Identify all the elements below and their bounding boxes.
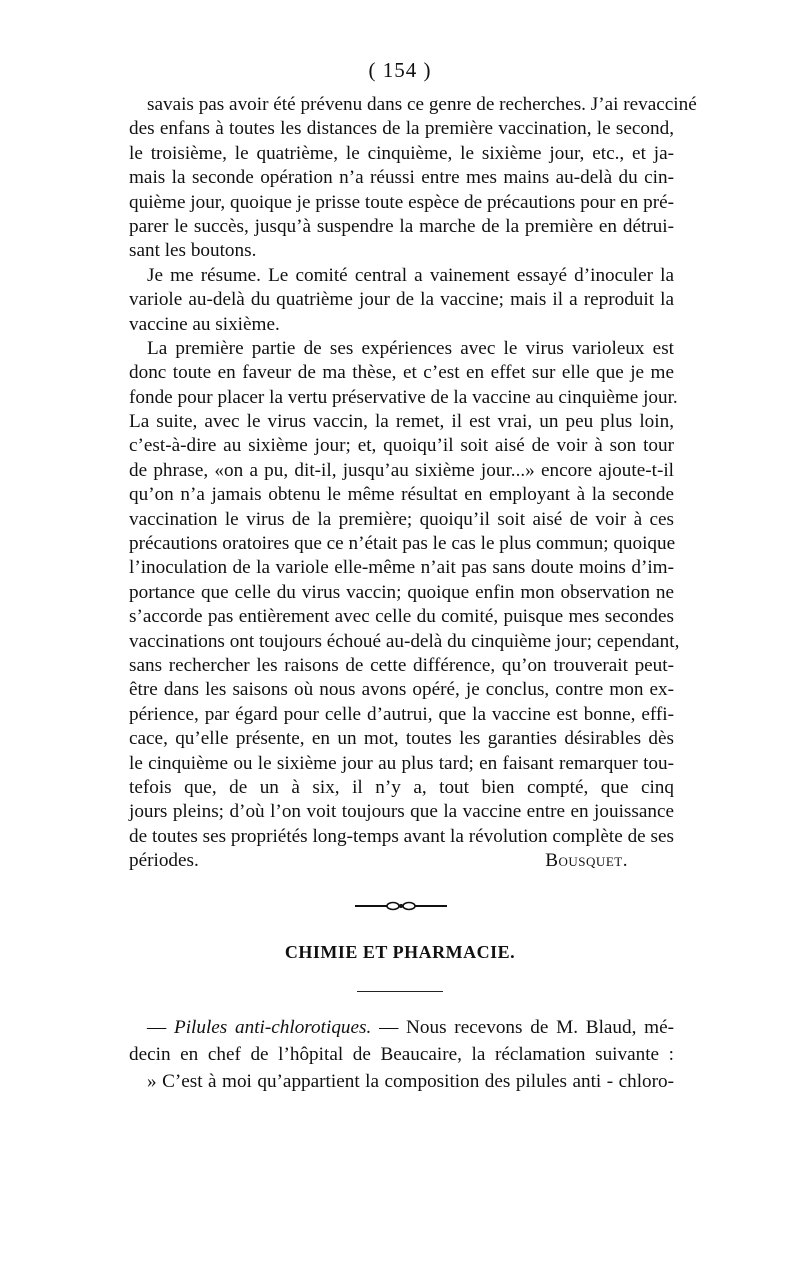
text-line: Je me résume. Le comité central a vainement essayé d’inoculer la [147,264,674,286]
text-line: vaccination le virus de la première; quoiqu’il soit aisé de voir à ces [129,508,674,530]
text-line: le cinquième ou le sixième jour au plus tard; en faisant remarquer tou- [129,752,674,774]
text-line: être dans les saisons où nous avons opéré, je conclus, contre mon ex- [129,679,674,701]
text-line: tefois que, de un à six, il n’y a, tout bien compté, que cinq [129,776,674,798]
text-line: c’est-à-dire au sixième jour; et, quoiqu’il soit aisé de voir à son tour [129,435,674,457]
text-line: vaccinations ont toujours échoué au-delà du cinquième jour; cependant, [129,630,680,652]
author-signature: Bousquet. [545,850,628,872]
ornament-divider [355,898,447,914]
section-heading: CHIMIE ET PHARMACIE. [284,942,516,962]
text-line: de phrase, «on a pu, dit-il, jusqu’au sixième jour...» encore ajoute-t-il [129,459,674,481]
paragraph [129,264,674,337]
article-body [129,93,697,874]
text-line: jours pleins; d’où l’on voit toujours que la vaccine entre en jouissance [129,801,674,823]
text-line: quième jour, quoique je prisse toute espèce de précautions pour en pré- [129,191,674,213]
article-line: » C’est à moi qu’appartient la composition des pilules anti - chloro- [147,1071,674,1092]
text-line: portance que celle du virus vaccin; quoique enfin mon observation ne [129,581,674,603]
article-intro: — Nous recevons de M. Blaud, mé- [371,1017,675,1038]
text-line: fonde pour placer la vertu préservative de la vaccine au cinquième jour. [129,386,678,408]
text-line: vaccine au sixième. [129,313,280,335]
pharmacy-article [129,1014,674,1095]
paragraph [129,93,697,264]
closing-word: périodes. [129,850,199,872]
text-line: précautions oratoires que ce n’était pas le cas le plus commun; quoique [129,533,676,555]
short-rule [357,991,443,992]
article-line: decin en chef de l’hôpital de Beaucaire, la réclamation suivante : [129,1044,674,1065]
text-line: donc toute en faveur de ma thèse, et c’est en effet sur elle que je me [129,362,674,384]
text-line: le troisième, le quatrième, le cinquième, le sixième jour, etc., et ja- [129,142,674,164]
page-number: ( 154 ) [368,58,432,82]
text-line: sant les boutons. [129,240,257,262]
text-line: La suite, avec le virus vaccin, la remet, il est vrai, un peu plus loin, [129,411,674,433]
text-line: des enfans à toutes les distances de la première vaccination, le second, [129,118,674,140]
text-line: s’accorde pas entièrement avec celle du comité, puisque mes secondes [129,606,674,628]
text-line: cace, qu’elle présente, en un mot, toutes les garanties désirables dès [129,728,674,750]
text-line: La première partie de ses expériences avec le virus varioleux est [147,337,674,359]
text-line: parer le succès, jusqu’à suspendre la marche de la première en détrui- [129,215,674,237]
article-title: Pilules anti-chlorotiques. [173,1017,372,1038]
text-line: mais la seconde opération n’a réussi entre mes mains au-delà du cin- [129,167,674,189]
paragraph [129,337,680,849]
text-line: de toutes ses propriétés long-temps avant la révolution complète de ses [129,825,674,847]
text-line: périence, par égard pour celle d’autrui, que la vaccine est bonne, effi- [129,703,674,725]
text-line: sans rechercher les raisons de cette différence, qu’on trouverait peut- [129,654,674,676]
text-line: qu’on n’a jamais obtenu le même résultat en employant à la seconde [129,484,674,506]
signature-line [129,849,674,873]
text-line: l’inoculation de la variole elle-même n’ait pas sans doute moins d’im- [129,557,674,579]
article-first-line [129,1014,674,1041]
text-line: variole au-delà du quatrième jour de la vaccine; mais il a reproduit la [129,289,674,311]
text-line: savais pas avoir été prévenu dans ce genre de recherches. J’ai revacciné [147,94,697,115]
article-dash: — [147,1017,174,1038]
